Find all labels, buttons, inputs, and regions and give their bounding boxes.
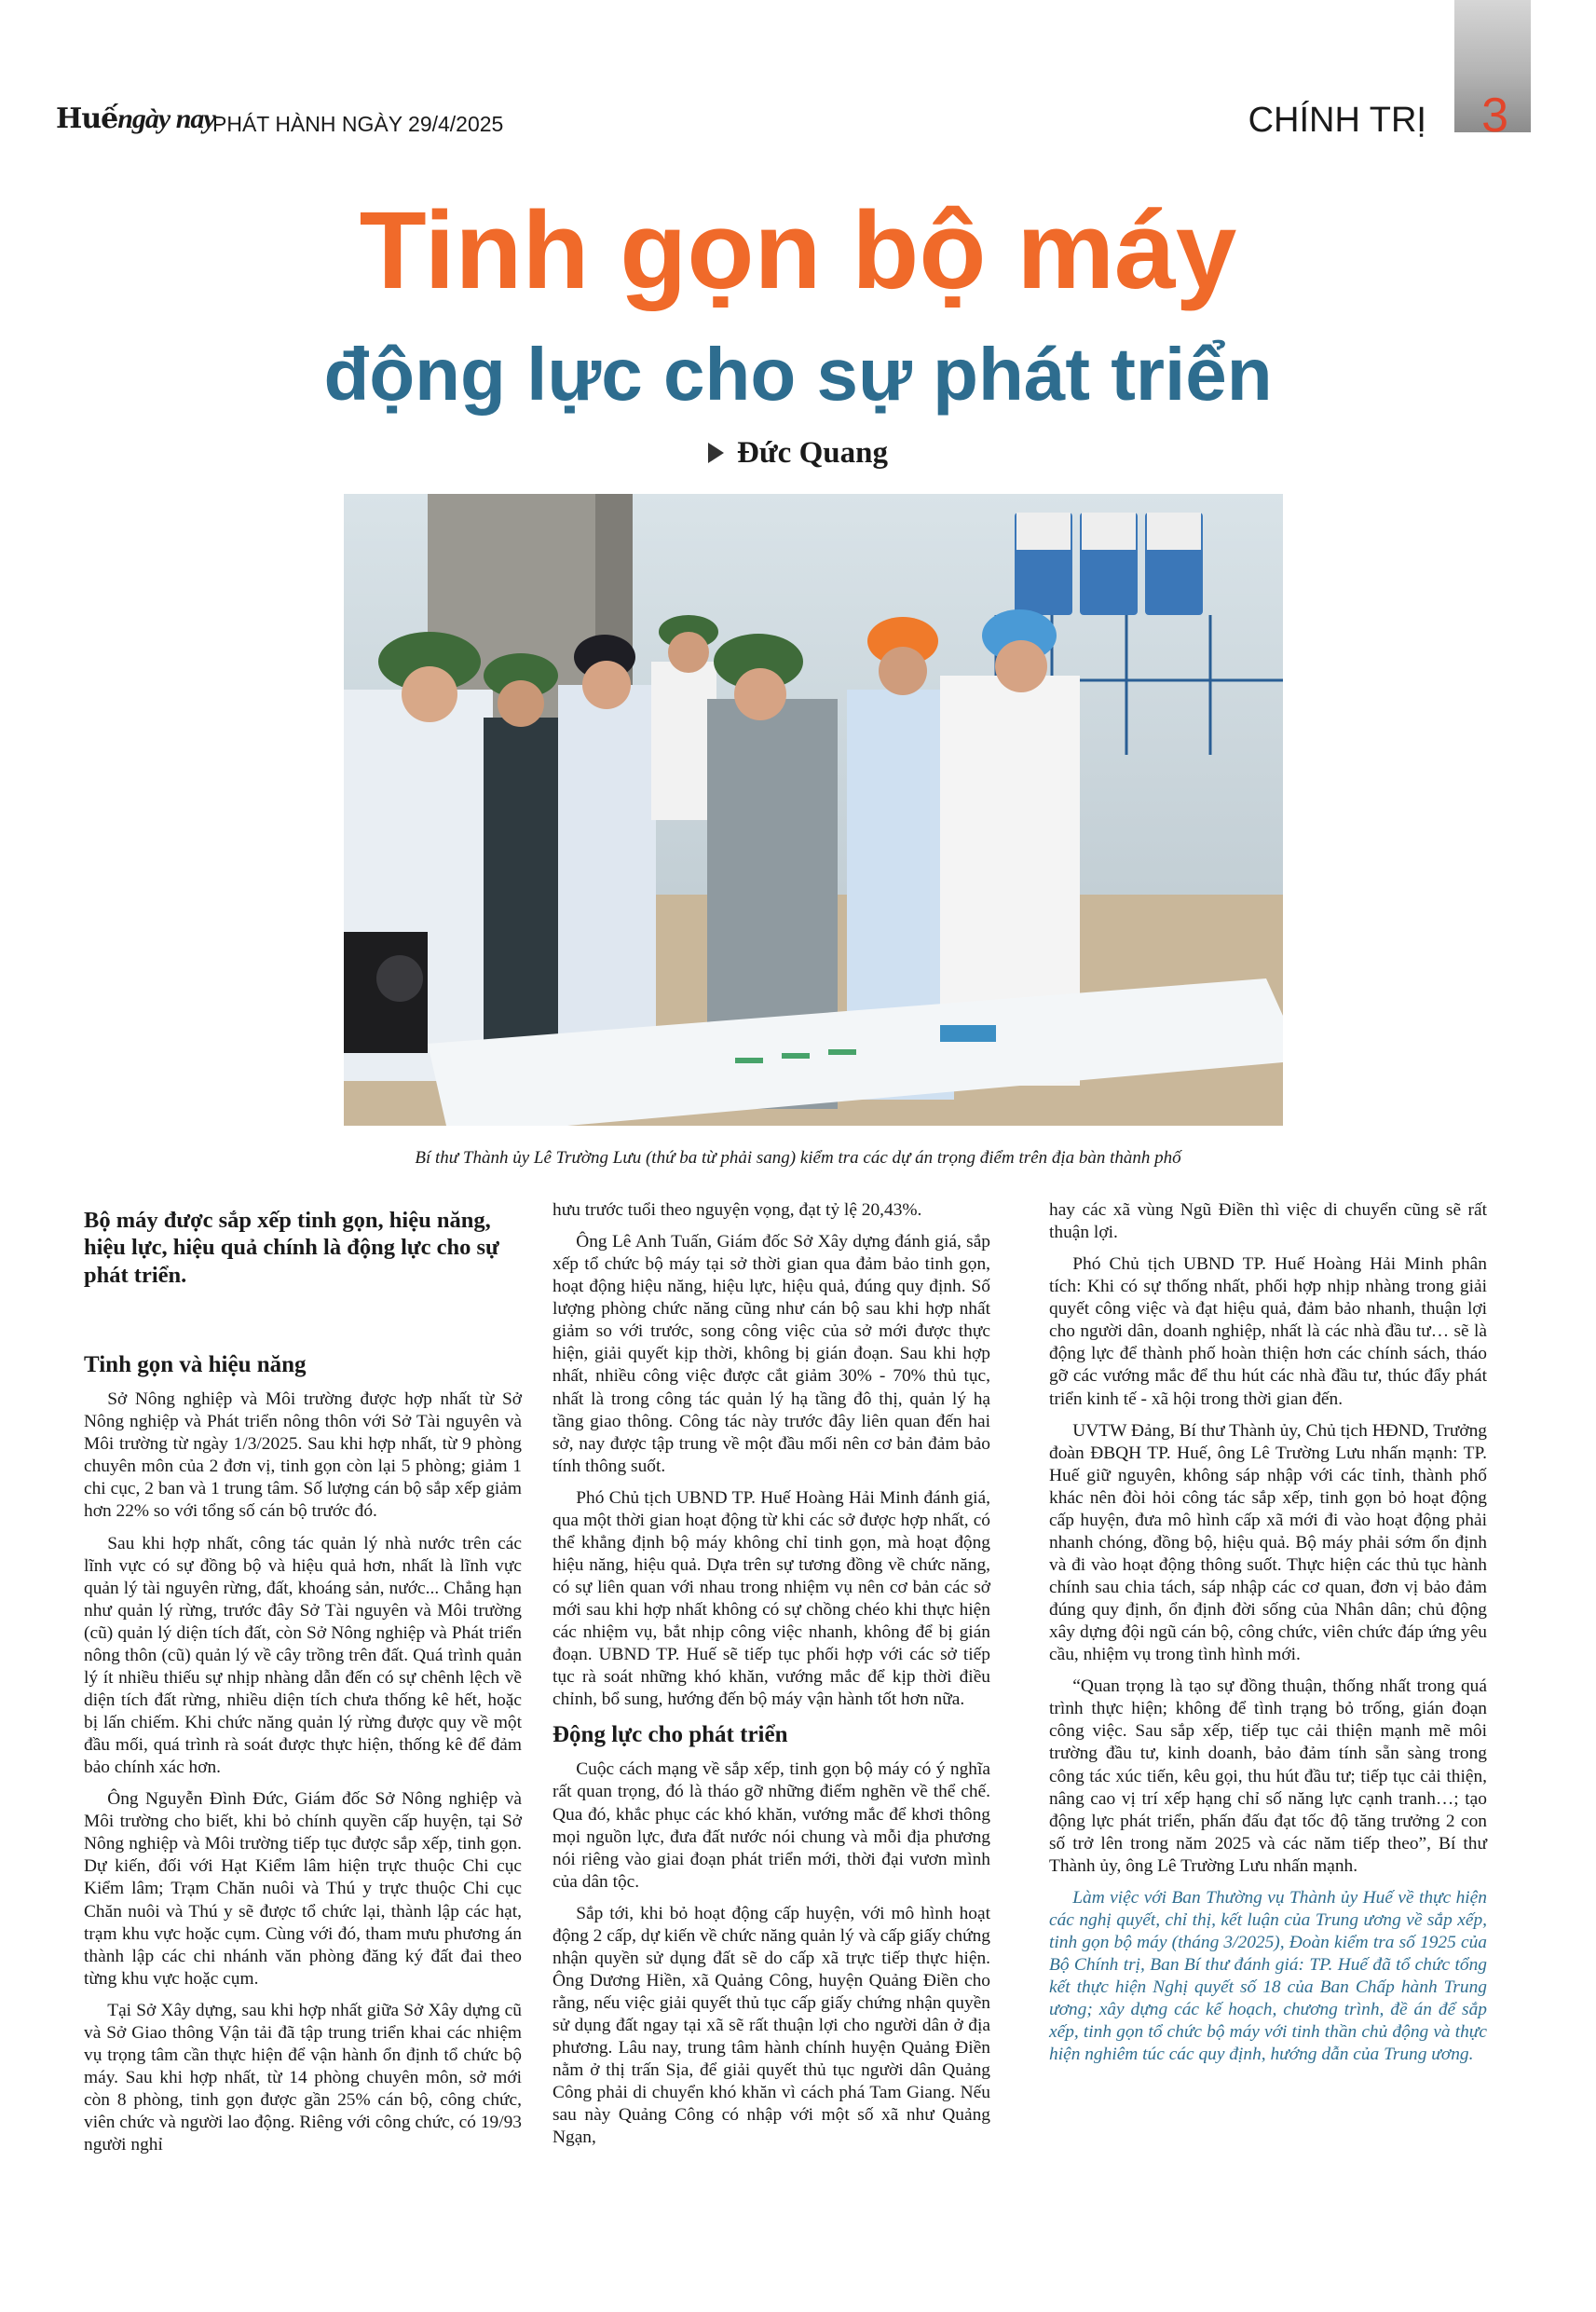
paragraph: UVTW Đảng, Bí thư Thành ủy, Chủ tịch HĐND, Trưởng đoàn ĐBQH TP. Huế, ông Lê Trường Lưu nhấn mạnh: TP. Huế giữ nguyên, không sáp nhập với các tỉnh, thành phố khác nên đòi hỏi công tác sắp xếp, tinh gọn bỏ hoạt động cấp huyện, đưa mô hình cấp xã mới đi vào hoạt động phải nhanh chóng, đồng bộ, hiệu quả. Bộ máy phải sớm ổn định và đi vào hoạt động thông suốt. Thực hiện các thủ tục hành chính sau chia tách, sáp nhập các cơ quan, đơn vị bảo đảm đúng quy định, ổn định đời sống của Nhân dân; chủ động xây dựng đội ngũ cán bộ, công chức, viên chức đáp ứng yêu cầu, nhiệm vụ trong tình hình mới. [1049, 1420, 1487, 1665]
text-column-2 [552, 1199, 990, 2158]
paragraph: Phó Chủ tịch UBND TP. Huế Hoàng Hải Minh đánh giá, qua một thời gian hoạt động từ khi các sở được hợp nhất, có thể khẳng định bộ máy không chỉ tinh gọn, mà hoạt động hiệu năng, hiệu quả. Dựa trên sự tương đồng về chức năng, có sự liên quan với nhau trong nhiệm vụ nên cơ bản các sở mới sau khi hợp nhất không có sự chồng chéo khi thực hiện các nhiệm vụ, bắt nhịp công việc nhanh, không để bị gián đoạn. UBND TP. Huế sẽ tiếp tục phối hợp với các sở tiếp tục rà soát những khó khăn, vướng mắc để kịp thời điều chỉnh, bổ sung, hướng đến bộ máy vận hành tốt hơn nữa. [552, 1487, 990, 1710]
author-name: Đức Quang [737, 436, 888, 470]
photo-illustration [344, 494, 1283, 1126]
publication-date: PHÁT HÀNH NGÀY 29/4/2025 [212, 112, 504, 136]
paragraph: Tại Sở Xây dựng, sau khi hợp nhất giữa Sở Xây dựng cũ và Sở Giao thông Vận tải đã tập trung triển khai các nhiệm vụ trọng tâm cần thực hiện để vận hành ổn định tổ chức bộ máy. Sau khi hợp nhất, từ 14 phòng chuyên môn, sở mới còn 8 phòng, tinh gọn được gần 25% cán bộ, công chức, viên chức và người lao động. Riêng với công chức, có 19/93 người nghỉ [84, 2000, 522, 2155]
play-triangle-icon [708, 443, 724, 463]
section-label: CHÍNH TRỊ [1248, 101, 1426, 140]
paragraph: Sở Nông nghiệp và Môi trường được hợp nhất từ Sở Nông nghiệp và Phát triển nông thôn với Sở Tài nguyên và Môi trường từ ngày 1/3/2025. Sau khi hợp nhất, từ 9 phòng chuyên môn của 2 đơn vị, tinh gọn còn lại 5 phòng; giảm 1 chi cục, 2 ban và 1 trung tâm. Số lượng cán bộ sắp xếp giảm hơn 22% so với tổng số cán bộ trước đó. [84, 1389, 522, 1522]
paragraph: hay các xã vùng Ngũ Điền thì việc di chuyển cũng sẽ rất thuận lợi. [1049, 1200, 1487, 1243]
highlight-box-text: Làm việc với Ban Thường vụ Thành ủy Huế về thực hiện các nghị quyết, chỉ thị, kết luận của Trung ương về sắp xếp, tinh gọn bộ máy (tháng 3/2025), Đoàn kiểm tra số 1925 của Bộ Chính trị, Ban Bí thư đánh giá: TP. Huế đã tổ chức tổng kết thực hiện Nghị quyết số 18 của Ban Chấp hành Trung ương; xây dựng các kế hoạch, chương trình, đề án để sắp xếp, tinh gọn tổ chức bộ máy với tinh thần chủ động và thực hiện nghiêm túc các quy định, hướng dẫn của Trung ương. [1049, 1887, 1487, 2065]
photo-caption: Bí thư Thành ủy Lê Trường Lưu (thứ ba từ phải sang) kiểm tra các dự án trọng điểm trên địa bàn thành phố [415, 1148, 1181, 1168]
paragraph: “Quan trọng là tạo sự đồng thuận, thống nhất trong quá trình thực hiện; không để tình trạng bỏ trống, gián đoạn công việc. Sau sắp xếp, tiếp tục cải thiện mạnh mẽ môi trường đầu tư, kinh doanh, bảo đảm tính sẵn sàng trong công tác xúc tiến, kêu gọi, thu hút đầu tư; tiếp tục cải thiện, nâng cao vị trí xếp hạng chỉ số năng lực cạnh tranh…; tạo động lực phát triển, phấn đấu đạt tốc độ tăng trưởng 2 con số trở lên trong năm 2025 và các năm tiếp theo”, Bí thư Thành ủy, ông Lê Trường Lưu nhấn mạnh. [1049, 1676, 1487, 1876]
article-title: Tinh gọn bộ máy [359, 189, 1237, 312]
section-heading-1: Tinh gọn và hiệu năng [84, 1352, 307, 1378]
paragraph: Ông Nguyễn Đình Đức, Giám đốc Sở Nông nghiệp và Môi trường cho biết, khi bỏ chính quyền cấp huyện, tại Sở Nông nghiệp và Môi trường tiếp tục được sắp xếp, tinh gọn. Dự kiến, đối với Hạt Kiểm lâm hiện trực thuộc Chi cục Kiểm lâm; Trạm Chăn nuôi và Thú y trực thuộc Chi cục Chăn nuôi và Thú y sẽ được tổ chức lại, thành lập các hạt, trạm khu vực hoặc cụm. Cùng với đó, tham mưu phương án thành lập các chi nhánh văn phòng đăng ký đất đai theo từng khu vực hoặc cụm. [84, 1789, 522, 1989]
page-header [56, 89, 1531, 153]
paragraph: Cuộc cách mạng về sắp xếp, tinh gọn bộ máy có ý nghĩa rất quan trọng, đó là tháo gỡ những điểm nghẽn về thể chế. Qua đó, khắc phục các khó khăn, vướng mắc để khơi thông mọi nguồn lực, đưa đất nước nói chung và mỗi địa phương nói riêng vào giai đoạn phát triển mới, thời đại vươn mình của dân tộc. [552, 1759, 990, 1892]
paragraph: Phó Chủ tịch UBND TP. Huế Hoàng Hải Minh phân tích: Khi có sự thống nhất, phối hợp nhịp nhàng trong giải quyết công việc và đạt hiệu quả, đảm bảo nhanh, thuận lợi cho người dân, doanh nghiệp, nhất là các nhà đầu tư… sẽ là động lực để thành phố hoàn thiện hơn các chính sách, tháo gỡ các vướng mắc để thu hút các nhà đầu tư, thúc đẩy phát triển kinh tế - xã hội trong thời gian đến. [1049, 1254, 1487, 1409]
page-number: 3 [1481, 89, 1508, 143]
article-lead: Bộ máy được sắp xếp tinh gọn, hiệu năng, hiệu lực, hiệu quả chính là động lực cho sự phát triển. [84, 1208, 499, 1288]
article-subtitle: động lực cho sự phát triển [323, 333, 1273, 416]
byline [0, 436, 1596, 471]
section-heading-2: Động lực cho phát triển [552, 1722, 788, 1748]
masthead-logo [56, 103, 215, 135]
text-column-1 [84, 1199, 522, 2166]
article-photo [344, 494, 1283, 1126]
masthead-part-a: Huế [56, 103, 118, 135]
masthead-part-b: ngày nay [117, 103, 215, 134]
text-column-3 [1049, 1199, 1487, 2075]
paragraph: hưu trước tuổi theo nguyện vọng, đạt tỷ lệ 20,43%. [552, 1200, 922, 1220]
paragraph: Ông Lê Anh Tuấn, Giám đốc Sở Xây dựng đánh giá, sắp xếp tổ chức bộ máy tại sở thời gian qua đảm bảo tinh gọn, hoạt động hiệu năng, hiệu lực, hiệu quả, đúng quy định. Số lượng phòng chức năng cũng như cán bộ sau khi hợp nhất giảm so với trước, song công việc của sở mới được thực hiện, giải quyết kịp thời, không bị gián đoạn. Sau khi hợp nhất, nhiều công việc được cắt giảm 30% - 70% thủ tục, nhất là trong công tác quản lý hạ tầng đô thị, quản lý hạ tầng giao thông. Công tác này trước đây liên quan đến hai sở, nay được tập trung về một đầu mối nên cơ bản đảm bảo tính thông suốt. [552, 1232, 990, 1476]
paragraph: Sau khi hợp nhất, công tác quản lý nhà nước trên các lĩnh vực có sự đồng bộ và hiệu quả hơn, nhất là lĩnh vực quản lý tài nguyên rừng, đất, khoáng sản, nước... Chẳng hạn như quản lý rừng, trước đây Sở Tài nguyên và Môi trường (cũ) quản lý diện tích đất, còn Sở Nông nghiệp và Phát triển nông thôn (cũ) quản lý về cây trồng trên đất. Quá trình quản lý ít nhiều thiếu sự nhịp nhàng dẫn đến có sự chênh lệch về diện tích đất rừng, nhiều diện tích chưa thống kê hết, hoặc bị lấn chiếm. Khi chức năng quản lý rừng được quy về một đầu mối, quá trình rà soát được thực hiện, thống kê để đảm bảo chính xác hơn. [84, 1533, 522, 1778]
paragraph: Sắp tới, khi bỏ hoạt động cấp huyện, với mô hình hoạt động 2 cấp, dự kiến về chức năng quản lý và cấp giấy chứng nhận quyền sử dụng đất sẽ do cấp xã trực tiếp thực hiện. Ông Dương Hiền, xã Quảng Công, huyện Quảng Điền cho rằng, nếu việc giải quyết thủ tục cấp giấy chứng nhận quyền sử dụng đất ngay tại xã sẽ rất thuận lợi cho người dân ở địa phương. Lâu nay, trung tâm hành chính huyện Quảng Điền nằm ở thị trấn Sịa, để giải quyết thủ tục người dân Quảng Công phải di chuyển khó khăn vì cách phá Tam Giang. Nếu sau này Quảng Công có nhập với một số xã như Quảng Ngạn, [552, 1903, 990, 2148]
